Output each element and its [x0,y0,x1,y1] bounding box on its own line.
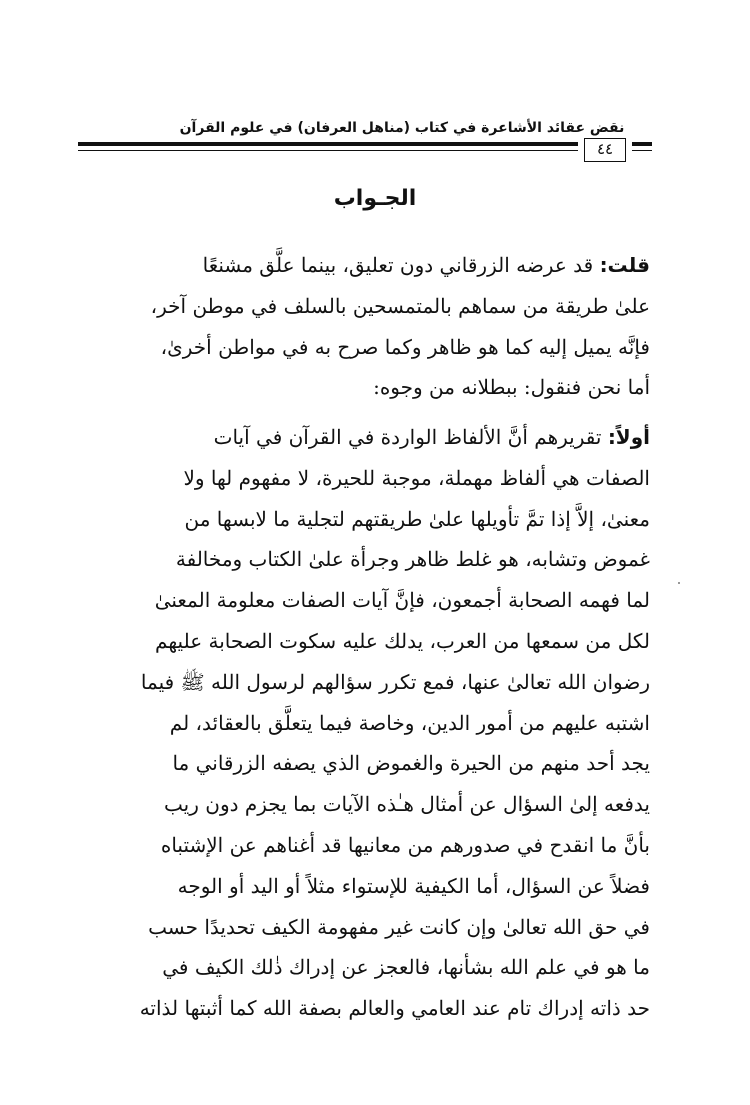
paragraph-line: فإنَّه يميل إليه كما هو ظاهر وكما صرح به في مواطن أخرىٰ، [160,334,650,359]
paragraph-line: أما نحن فنقول: ببطلانه من وجوه: [373,375,650,400]
page-number: ٤٤ [584,138,626,162]
margin-speck [678,582,680,584]
paragraph-first-point [100,417,650,1029]
paragraph-line: فضلاً عن السؤال، أما الكيفية للإستواء مثلاً أو اليد أو الوجه [177,873,650,898]
paragraph-line-text: تقريرهم أنَّ الألفاظ الواردة في القرآن في آيات [213,425,608,449]
paragraph-answer-intro [100,245,650,408]
paragraph-line [100,417,650,458]
paragraph-line-text: قد عرضه الزرقاني دون تعليق، بينما علَّق مشنعًا [202,253,600,277]
paragraph-line: علىٰ طريقة من سماهم بالمتمسحين بالسلف في موطن آخر، [150,293,650,318]
header-rule-right-thick [632,142,652,146]
section-title: الجـواب [333,186,417,211]
paragraph-line: بأنَّ ما انقدح في صدورهم من معانيها قد أغناهم عن الإشتباه [160,832,650,857]
header-rule-right-thin [632,150,652,151]
paragraph-line [100,245,650,286]
paragraph-lead: قلت: [599,253,650,277]
paragraph-line: لكل من سمعها من العرب، يدلك عليه سكوت الصحابة عليهم [155,628,650,653]
paragraph-line: في حق الله تعالىٰ وإن كانت غير مفهومة الكيف تحديدًا حسب [148,914,650,939]
paragraph-line: رضوان الله تعالىٰ عنها، فمع تكرر سؤالهم لرسول الله ﷺ فيما [140,669,650,694]
paragraph-line: لما فهمه الصحابة أجمعون، فإنَّ آيات الصفات معلومة المعنىٰ [154,588,650,613]
header-rule-thin [78,150,578,151]
paragraph-line: يجد أحد منهم من الحيرة والغموض الذي يصفه الزرقاني ما [172,751,650,776]
paragraph-line: حد ذاته إدراك تام عند العامي والعالم بصفة الله كما أثبتها لذاته [139,996,650,1021]
paragraph-line: اشتبه عليهم من أمور الدين، وخاصة فيما يتعلَّق بالعقائد، لم [169,710,650,735]
header-rule-thick [78,142,578,146]
paragraph-line: معنىٰ، إلاَّ إذا تمَّ تأويلها علىٰ طريقتهم لتجلية ما لابسها من [184,506,650,531]
paragraph-line: الصفات هي ألفاظ مهملة، موجبة للحيرة، لا مفهوم لها ولا [183,465,650,490]
paragraph-line: يدفعه إلىٰ السؤال عن أمثال هـٰذه الآيات بما يجزم دون ريب [164,792,650,817]
paragraph-line: ما هو في علم الله بشأنها، فالعجز عن إدراك ذٰلك الكيف في [162,955,650,980]
paragraph-lead: أولاً: [607,425,650,449]
paragraph-line: غموض وتشابه، هو غلط ظاهر وجرأة علىٰ الكتاب ومخالفة [175,547,650,572]
running-header: نقض عقائد الأشاعرة في كتاب (مناهل العرفان) في علوم القرآن [179,120,625,136]
